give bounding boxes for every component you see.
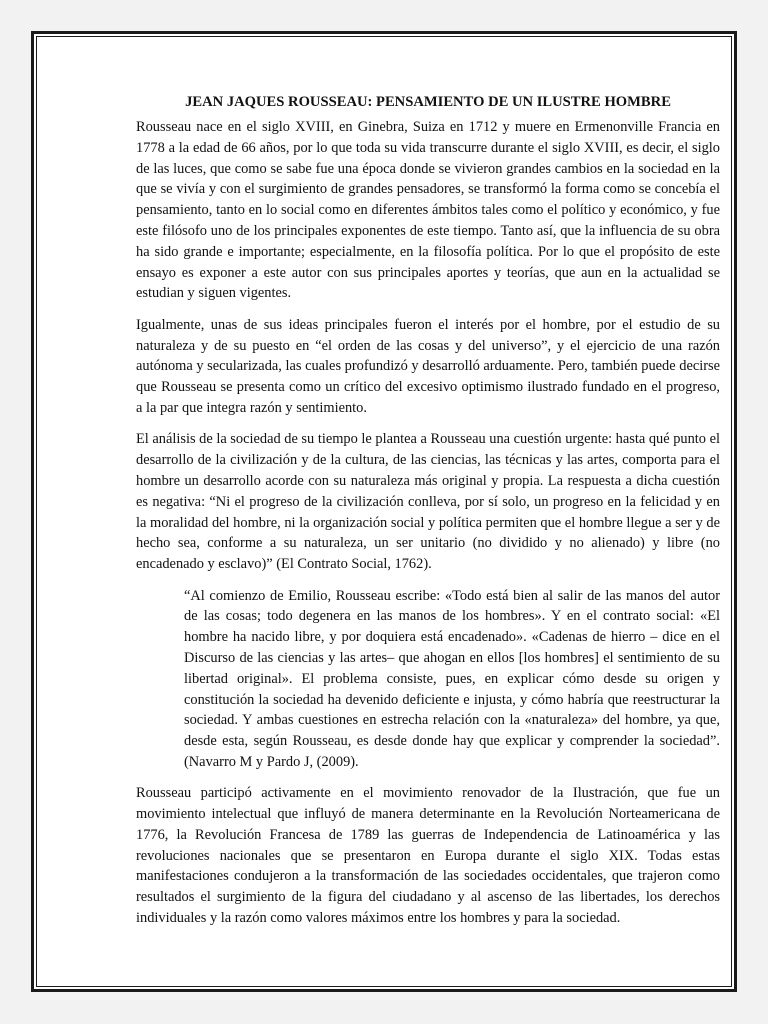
document-title: JEAN JAQUES ROUSSEAU: PENSAMIENTO DE UN ILUSTRE HOMBRE <box>185 94 671 110</box>
block-quote: “Al comienzo de Emilio, Rousseau escribe: «Todo está bien al salir de las manos del autor de las cosas; todo degenera en las manos de los hombres». Y en el contrato social: «El hombre ha nacido libre, y por doquiera está encadenado». «Cadenas de hierro – dice en el Discurso de las ciencias y las artes– que ahogan en ellos [los hombres] el sentimiento de su libertad original». El problema consiste, pues, en explicar cómo desde su origen y constitución la sociedad ha devenido deficiente e injusta, y cómo habría que reestructurar la sociedad. Y ambas cuestiones en estrecha relación con la «naturaleza» del hombre, ya que, desde esta, según Rousseau, es desde donde hay que explicar y comprender la sociedad”. (Navarro M y Pardo J, (2009). <box>184 587 720 770</box>
paragraph-intro: Rousseau nace en el siglo XVIII, en Ginebra, Suiza en 1712 y muere en Ermenonville Francia en 1778 a la edad de 66 años, por lo que toda su vida transcurre durante el siglo XVIII, es decir, el siglo de las luces, que como se sabe fue una época donde se vivieron grandes cambios en la sociedad en la que se vivía y con el surgimiento de grandes pensadores, se transformó la forma como se concebía el pensamiento, tanto en lo social como en diferentes ámbitos tales como el político y económico, y fue este filósofo uno de los principales exponentes de este tiempo. Tanto así, que la influencia de su obra ha sido grande e importante; especialmente, en la filosofía política. Por lo que el propósito de este ensayo es exponer a este autor con sus principales aportes y teorías, que aun en la actualidad se estudian y siguen vigentes. <box>136 119 720 302</box>
paragraph-society-analysis: El análisis de la sociedad de su tiempo le plantea a Rousseau una cuestión urgente: hasta qué punto el desarrollo de la civilización y de la cultura, de las ciencias, las técnicas y las artes, comporta para el hombre un desarrollo acorde con su naturaleza más original y propia. La respuesta a dicha cuestión es negativa: “Ni el progreso de la civilización conlleva, por sí solo, un progreso en la felicidad y en la moralidad del hombre, ni la organización social y política permiten que el hombre llegue a ser y de hecho sea, conforme a su naturaleza, un ser unitario (no dividido y no alienado) y libre (no encadenado y esclavo)” (El Contrato Social, 1762). <box>136 431 720 573</box>
paragraph-ideas: Igualmente, unas de sus ideas principales fueron el interés por el hombre, por el estudio de su naturaleza y de su puesto en “el orden de las cosas y del universo”, y el ejercicio de una razón autónoma y secularizada, las cuales profundizó y desarrolló arduamente. Pero, también puede decirse que Rousseau se presenta como un crítico del excesivo optimismo ilustrado fundado en el progreso, a la par que integra razón y sentimiento. <box>136 316 720 416</box>
document-page <box>31 31 737 992</box>
paragraph-enlightenment: Rousseau participó activamente en el movimiento renovador de la Ilustración, que fue un movimiento intelectual que influyó de manera determinante en la Revolución Norteamericana de 1776, la Revolución Francesa de 1789 las guerras de Independencia de Latinoamérica y las revoluciones nacionales que se presentaron en Europa durante el siglo XIX. Todas estas manifestaciones condujeron a la transformación de las sociedades occidentales, que trajeron como resultados el surgimiento de la figura del ciudadano y al ascenso de las libertades, los derechos individuales y la razón como valores máximos entre los hombres y para la sociedad. <box>136 785 720 927</box>
document-content <box>136 92 720 939</box>
